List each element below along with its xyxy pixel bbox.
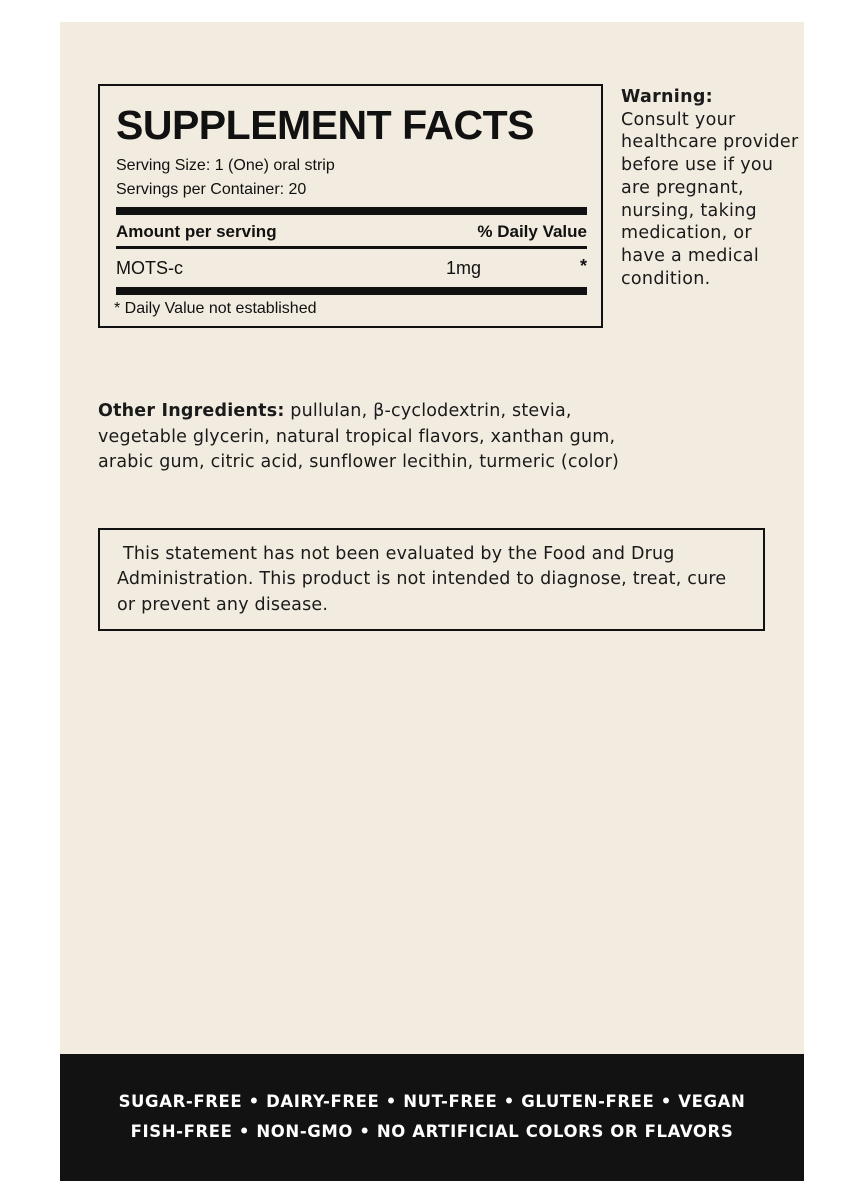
fda-disclaimer: This statement has not been evaluated by the Food and Drug Administration. This product is not intended to diagnose, treat, cure or prevent any disease. <box>98 528 765 631</box>
amount-per-serving-header: Amount per serving <box>116 222 277 241</box>
nutrient-amount: 1mg <box>446 258 482 278</box>
daily-value-footnote: * Daily Value not established <box>114 300 317 317</box>
other-ingredients <box>98 399 623 476</box>
warning-block <box>621 86 801 290</box>
label-panel <box>60 22 804 1054</box>
servings-per-container: Servings per Container: 20 <box>116 181 307 198</box>
ingredients-label: Other Ingredients: <box>98 401 285 421</box>
footer-claims-line-1: SUGAR-FREE • DAIRY-FREE • NUT-FREE • GLUTEN-FREE • VEGAN <box>118 1092 746 1111</box>
daily-value-header: % Daily Value <box>477 222 587 241</box>
nutrient-daily-value: * <box>579 256 587 276</box>
free-from-footer <box>60 1054 804 1181</box>
nutrient-name: MOTS-c <box>116 258 183 278</box>
ingredients-text: pullulan, β-cyclodextrin, stevia, vegetable glycerin, natural tropical flavors, xanthan gum, arabic gum, citric acid, sunflower lecithin, turmeric (color) <box>98 401 620 472</box>
warning-title: Warning: <box>621 87 713 107</box>
facts-divider-thick-top <box>116 207 587 215</box>
supplement-facts-panel <box>98 84 603 328</box>
serving-size: Serving Size: 1 (One) oral strip <box>116 157 335 174</box>
warning-text: Consult your healthcare provider before use if you are pregnant, nursing, taking medication, or have a medical condition. <box>621 109 799 289</box>
supplement-facts-title: SUPPLEMENT FACTS <box>116 102 534 148</box>
facts-divider-thin <box>116 246 587 249</box>
footer-claims-line-2: FISH-FREE • NON-GMO • NO ARTIFICIAL COLORS OR FLAVORS <box>130 1122 734 1141</box>
facts-divider-thick-bottom <box>116 287 587 295</box>
